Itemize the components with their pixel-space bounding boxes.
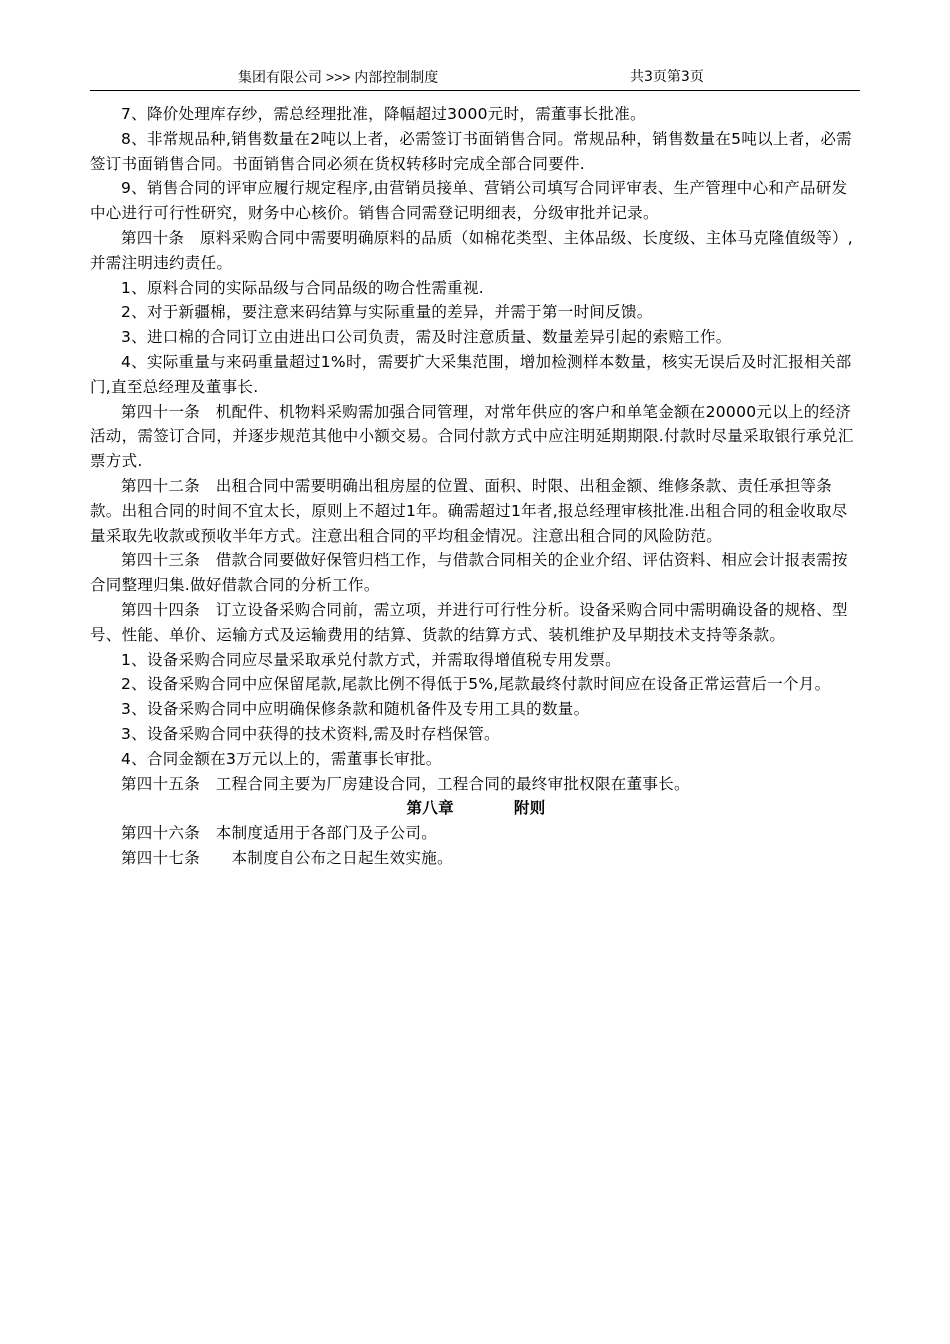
paragraph-item-7: 7、降价处理库存纱，需总经理批准，降幅超过3000元时，需董事长批准。 (121, 105, 646, 123)
header-page-count: 共3页第3页 (630, 69, 704, 85)
article-40-item-3: 3、进口棉的合同订立由进出口公司负责，需及时注意质量、数量差异引起的索赔工作。 (121, 328, 732, 347)
document-body (90, 102, 862, 871)
paragraph-item-9: 9、销售合同的评审应履行规定程序,由营销员接单、营销公司填写合同评审表、生产管理中心和产品研发中心进行可行性研究，财务中心核价。销售合同需登记明细表，分级审批并记录。 (90, 179, 848, 223)
article-40-item-4: 4、实际重量与来码重量超过1%时，需要扩大采集范围，增加检测样本数量，核实无误后及时汇报相关部门,直至总经理及董事长. (90, 352, 852, 396)
article-46: 第四十六条 本制度适用于各部门及子公司。 (121, 824, 438, 843)
article-45: 第四十五条 工程合同主要为厂房建设合同，工程合同的最终审批权限在董事长。 (121, 774, 690, 793)
article-40-item-1: 1、原料合同的实际品级与合同品级的吻合性需重视. (121, 278, 484, 297)
article-40: 第四十条 原料采购合同中需要明确原料的品质（如棉花类型、主体品级、长度级、主体马克隆值级等）,并需注明违约责任。 (90, 228, 854, 272)
article-44-item-1: 1、设备采购合同应尽量采取承兑付款方式，并需取得增值税专用发票。 (121, 650, 621, 669)
article-44: 第四十四条 订立设备采购合同前，需立项，并进行可行性分析。设备采购合同中需明确设备的规格、型号、性能、单价、运输方式及运输费用的结算、货款的结算方式、装机维护及早期技术支持等条款。 (90, 600, 848, 644)
paragraph-item-8: 8、非常规品种,销售数量在2吨以上者，必需签订书面销售合同。常规品种，销售数量在5吨以上者，必需签订书面销售合同。书面销售合同必须在货权转移时完成全部合同要件. (90, 129, 852, 173)
article-44-item-2: 2、设备采购合同中应保留尾款,尾款比例不得低于5%,尾款最终付款时间应在设备正常运营后一个月。 (121, 675, 831, 694)
chapter-title: 附则 (513, 799, 546, 818)
article-44-item-4: 4、合同金额在3万元以上的，需董事长审批。 (121, 749, 442, 768)
chapter-heading (90, 796, 862, 821)
header-company: 集团有限公司 >>> 内部控制制度 (238, 69, 439, 85)
article-47: 第四十七条 本制度自公布之日起生效实施。 (121, 848, 453, 867)
article-40-item-2: 2、对于新疆棉，要注意来码结算与实际重量的差异，并需于第一时间反馈。 (121, 303, 653, 322)
article-44-item-3b: 3、设备采购合同中获得的技术资料,需及时存档保管。 (121, 724, 500, 743)
article-44-item-3: 3、设备采购合同中应明确保修条款和随机备件及专用工具的数量。 (121, 700, 590, 719)
article-42: 第四十二条 出租合同中需要明确出租房屋的位置、面积、时限、出租金额、维修条款、责任承担等条款。出租合同的时间不宜太长，原则上不超过1年。确需超过1年者,报总经理审核批准.出租合同的租金收取尽量采取先收款或预收半年方式。注意出租合同的平均租金情况。注意出租合同的风险防范。 (90, 476, 848, 545)
article-43: 第四十三条 借款合同要做好保管归档工作，与借款合同相关的企业介绍、评估资料、相应会计报表需按合同整理归集.做好借款合同的分析工作。 (90, 551, 848, 595)
chapter-number: 第八章 (406, 799, 454, 818)
page-header (90, 64, 860, 91)
article-41: 第四十一条 机配件、机物料采购需加强合同管理，对常年供应的客户和单笔金额在20000元以上的经济活动，需签订合同，并逐步规范其他中小额交易。合同付款方式中应注明延期期限.付款时尽量采取银行承兑汇票方式. (90, 402, 854, 471)
